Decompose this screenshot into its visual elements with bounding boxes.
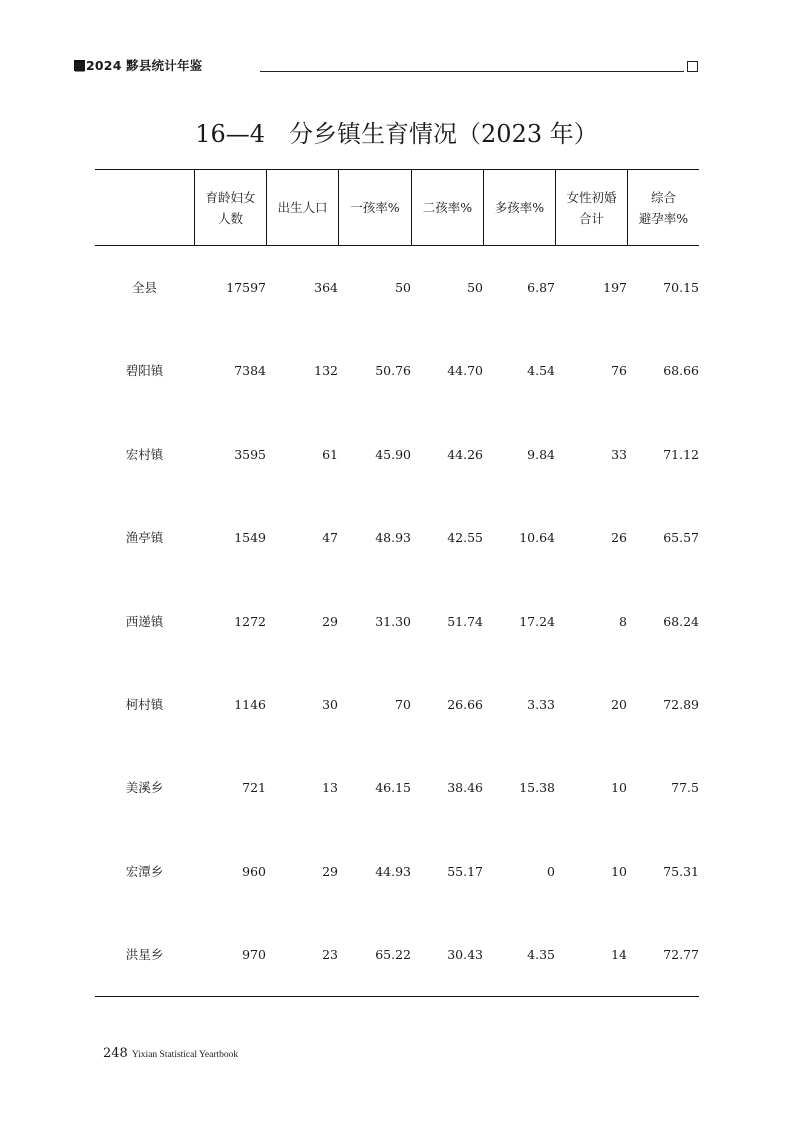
table-cell: 15.38 bbox=[519, 780, 555, 796]
table-cell: 50 bbox=[467, 280, 483, 295]
table-cell: 68.24 bbox=[663, 613, 699, 629]
table-cell: 6.87 bbox=[527, 280, 555, 295]
table-cell: 1146 bbox=[234, 697, 266, 712]
table-cell: 48.93 bbox=[375, 530, 411, 546]
row-label-township: 西递镇 bbox=[125, 613, 164, 629]
table-cell: 76 bbox=[611, 363, 627, 379]
table-cell: 7384 bbox=[234, 363, 266, 379]
column-header-first-marriages: 女性初婚 合计 bbox=[566, 189, 617, 226]
table-cell: 45.90 bbox=[375, 446, 411, 462]
table-cell: 13 bbox=[322, 780, 338, 796]
table-row bbox=[95, 445, 699, 465]
page-footer bbox=[103, 1045, 238, 1064]
table-cell: 23 bbox=[322, 947, 338, 963]
table-cell: 960 bbox=[242, 863, 266, 879]
table-cell: 1549 bbox=[234, 530, 266, 546]
table-cell: 970 bbox=[242, 947, 266, 963]
table-cell: 68.66 bbox=[663, 363, 699, 379]
table-cell: 77.5 bbox=[671, 780, 699, 796]
table-cell: 29 bbox=[322, 613, 338, 629]
table-cell: 14 bbox=[611, 947, 627, 963]
table-cell: 17.24 bbox=[519, 613, 555, 629]
table-cell: 9.84 bbox=[527, 446, 555, 462]
table-cell: 51.74 bbox=[447, 613, 483, 629]
table-cell: 1272 bbox=[234, 613, 266, 629]
table-cell: 4.35 bbox=[527, 947, 555, 963]
table-cell: 17597 bbox=[226, 280, 266, 295]
table-row bbox=[95, 278, 699, 298]
table-cell: 47 bbox=[322, 530, 338, 546]
column-header-first-child-rate: 一孩率% bbox=[350, 200, 400, 215]
table-cell: 4.54 bbox=[527, 363, 555, 379]
table-header-rule bbox=[95, 245, 699, 246]
table-cell: 29 bbox=[322, 863, 338, 879]
row-label-township: 宏村镇 bbox=[125, 446, 164, 462]
table-cell: 72.77 bbox=[663, 947, 699, 963]
table-cell: 132 bbox=[314, 363, 338, 379]
table-cell: 26.66 bbox=[447, 697, 483, 712]
yearbook-header-title: ■2024 黟县统计年鉴 bbox=[74, 58, 203, 73]
table-cell: 44.93 bbox=[375, 863, 411, 879]
table-cell: 65.22 bbox=[375, 947, 411, 963]
table-cell: 44.26 bbox=[447, 446, 483, 462]
table-row bbox=[95, 528, 699, 548]
corner-box-icon bbox=[687, 61, 698, 72]
table-cell: 44.70 bbox=[447, 363, 483, 379]
table-cell: 8 bbox=[619, 613, 627, 629]
row-label-township: 全县 bbox=[131, 280, 157, 295]
table-cell: 70 bbox=[395, 697, 411, 712]
table-cell: 30 bbox=[322, 697, 338, 712]
header-rule bbox=[260, 71, 684, 72]
table-cell: 71.12 bbox=[663, 446, 699, 462]
table-row bbox=[95, 612, 699, 632]
table-bottom-rule bbox=[95, 996, 699, 997]
table-cell: 364 bbox=[314, 280, 338, 295]
table-cell: 50.76 bbox=[375, 363, 411, 379]
page-number: 248 bbox=[103, 1046, 128, 1061]
table-cell: 61 bbox=[322, 446, 338, 462]
row-label-township: 美溪乡 bbox=[125, 780, 164, 796]
column-header-women-of-childbearing-age: 育龄妇女 人数 bbox=[205, 189, 256, 226]
column-header-contraception-rate: 综合 避孕率% bbox=[638, 189, 689, 226]
table-cell: 46.15 bbox=[375, 780, 411, 796]
page-title: 16—4 分乡镇生育情况（2023 年） bbox=[195, 120, 598, 148]
table-cell: 65.57 bbox=[663, 530, 699, 546]
table-cell: 38.46 bbox=[447, 780, 483, 796]
table-cell: 31.30 bbox=[375, 613, 411, 629]
table-cell: 42.55 bbox=[447, 530, 483, 546]
table-row bbox=[95, 778, 699, 798]
row-label-township: 柯村镇 bbox=[125, 697, 164, 712]
table-row bbox=[95, 862, 699, 882]
table-row bbox=[95, 361, 699, 381]
table-cell: 50 bbox=[395, 280, 411, 295]
table-cell: 33 bbox=[611, 446, 627, 462]
table-cell: 10.64 bbox=[519, 530, 555, 546]
column-header-births: 出生人口 bbox=[277, 200, 328, 215]
table-cell: 10 bbox=[611, 863, 627, 879]
table-cell: 721 bbox=[242, 780, 266, 796]
table-cell: 72.89 bbox=[663, 697, 699, 712]
table-cell: 30.43 bbox=[447, 947, 483, 963]
table-cell: 55.17 bbox=[447, 863, 483, 879]
table-cell: 0 bbox=[547, 863, 555, 879]
table-row bbox=[95, 695, 699, 715]
table-cell: 3.33 bbox=[527, 697, 555, 712]
column-header-multiple-child-rate: 多孩率% bbox=[494, 200, 545, 215]
table-cell: 197 bbox=[603, 280, 627, 295]
table-row bbox=[95, 945, 699, 965]
row-label-township: 洪星乡 bbox=[125, 947, 164, 963]
row-label-township: 碧阳镇 bbox=[125, 363, 164, 379]
table-cell: 10 bbox=[611, 780, 627, 796]
column-header-second-child-rate: 二孩率% bbox=[422, 200, 473, 215]
running-header bbox=[74, 57, 698, 75]
table-cell: 3595 bbox=[234, 446, 266, 462]
table-cell: 70.15 bbox=[663, 280, 699, 295]
table-cell: 75.31 bbox=[663, 863, 699, 879]
table-cell: 26 bbox=[611, 530, 627, 546]
table-cell: 20 bbox=[611, 697, 627, 712]
row-label-township: 渔亭镇 bbox=[125, 530, 164, 546]
book-name: Yixian Statistical Yeartbook bbox=[131, 1050, 239, 1060]
row-label-township: 宏潭乡 bbox=[125, 863, 164, 879]
